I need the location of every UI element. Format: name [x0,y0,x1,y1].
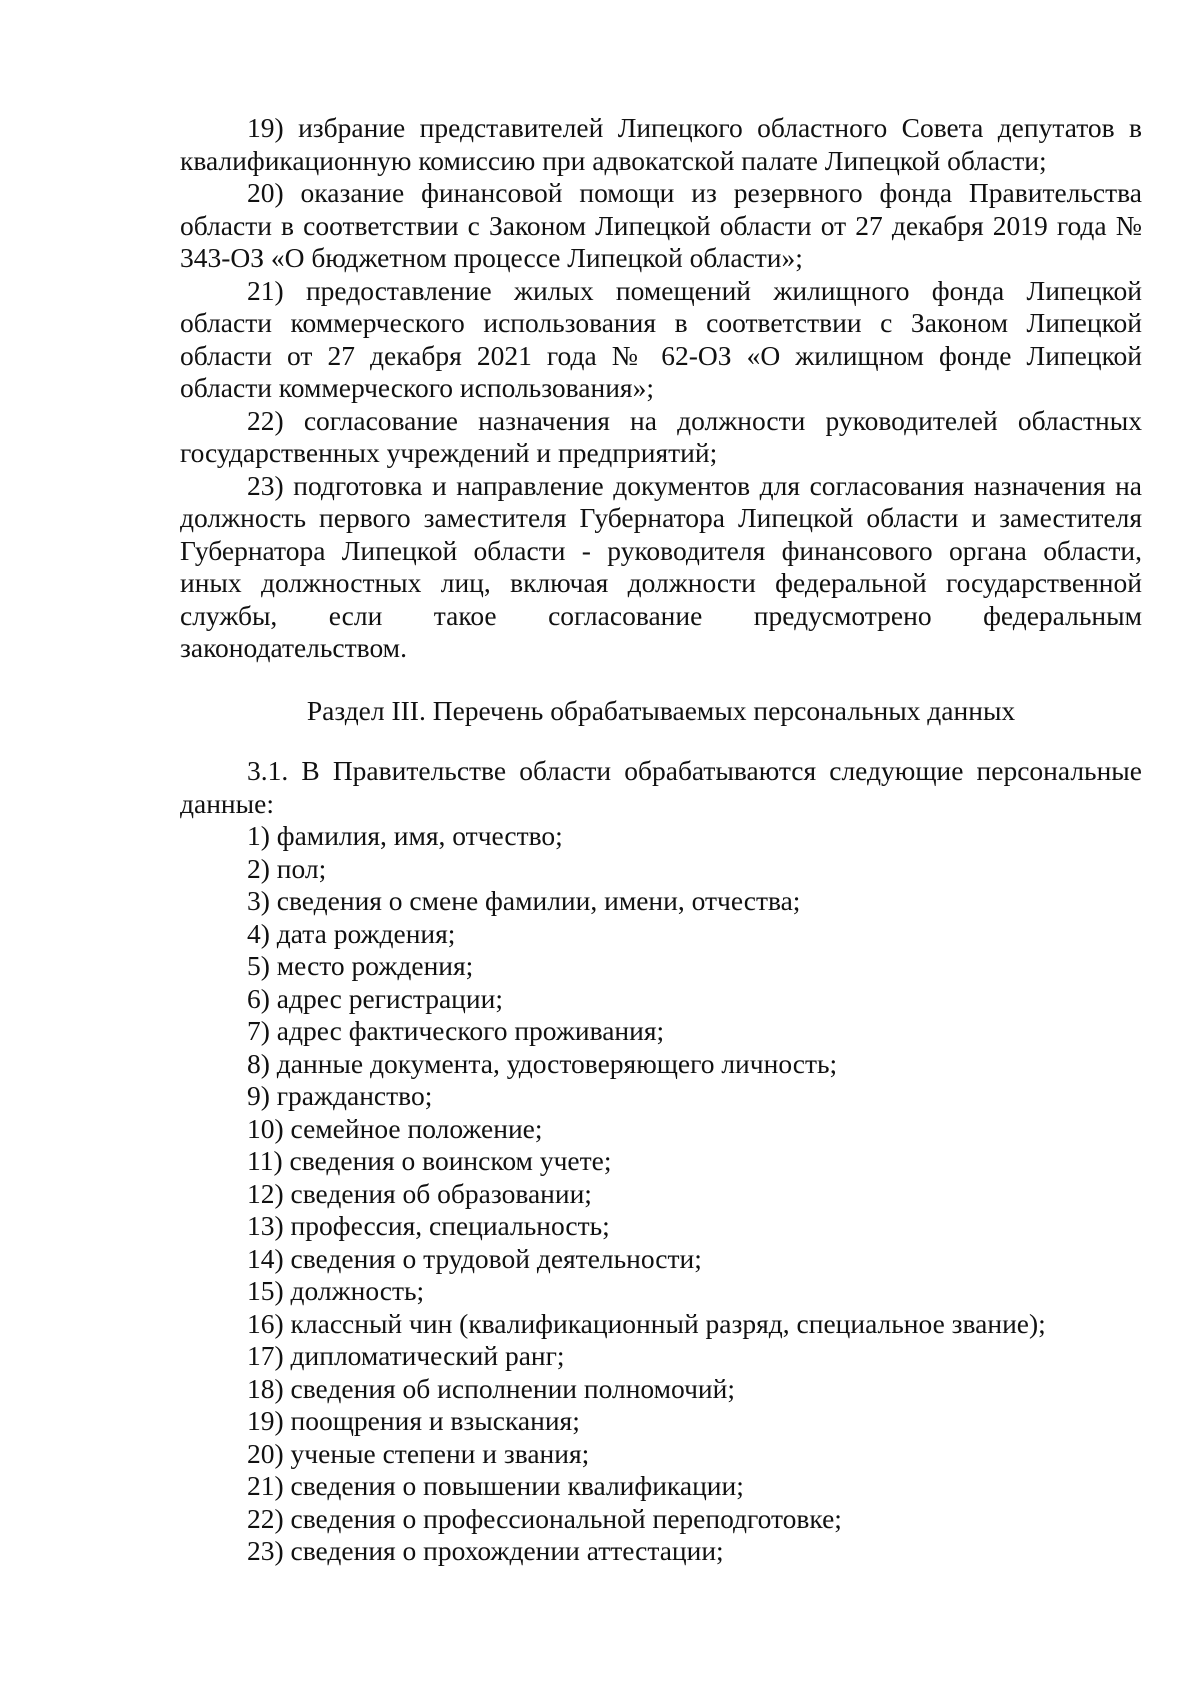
list-item: 20) ученые степени и звания; [247,1437,590,1469]
list-item: 6) адрес регистрации; [247,982,503,1014]
list-item: 14) сведения о трудовой деятельности; [247,1242,702,1274]
list-item: 19) поощрения и взыскания; [247,1405,580,1436]
personal-data-list [180,820,1142,1568]
list-item: 12) сведения об образовании; [247,1177,592,1209]
section-title: Раздел III. Перечень обрабатываемых персональных данных [306,694,1016,726]
list-item: 1) фамилия, имя, отчество; [247,820,563,851]
paragraph-item-19: 19) избрание представителей Липецкого областного Совета депутатов в квалификационную комиссию при адвокатской палате Липецкой области; [180,112,1142,176]
list-item: 5) место рождения; [247,950,474,981]
spacer [180,727,1142,755]
paragraph-item-20: 20) оказание финансовой помощи из резервного фонда Правительства области в соответствии с Законом Липецкой области от 27 декабря 2019 года № 343-ОЗ «О бюджетном процессе Липецкой области»; [180,177,1142,273]
spacer [180,665,1142,695]
section-intro: 3.1. В Правительстве области обрабатываются следующие персональные данные: [180,755,1142,819]
list-item: 22) сведения о профессиональной переподготовке; [247,1502,842,1534]
list-item: 11) сведения о воинском учете; [247,1145,612,1176]
list-item: 8) данные документа, удостоверяющего личность; [247,1047,838,1079]
list-item: 4) дата рождения; [247,917,456,949]
list-item: 23) сведения о прохождении аттестации; [247,1535,724,1566]
list-item: 15) должность; [247,1275,425,1306]
list-item: 9) гражданство; [247,1080,433,1111]
list-item: 21) сведения о повышении квалификации; [247,1470,744,1501]
document-body [180,112,1142,1568]
list-item: 18) сведения об исполнении полномочий; [247,1372,735,1404]
list-item: 16) классный чин (квалификационный разряд, специальное звание); [247,1307,1046,1339]
list-item: 2) пол; [247,852,327,884]
list-item: 17) дипломатический ранг; [247,1340,565,1371]
list-item: 3) сведения о смене фамилии, имени, отчества; [247,885,801,916]
list-item: 10) семейное положение; [247,1112,543,1144]
paragraph-item-23: 23) подготовка и направление документов для согласования назначения на должность первого заместителя Губернатора Липецкой области и заместителя Губернатора Липецкой области - руководителя финансового органа области, иных должностных лиц, включая должности федеральной государственной службы, если такое согласование предусмотрено федеральным законодательством. [180,469,1142,663]
paragraph-item-22: 22) согласование назначения на должности руководителей областных государственных учреждений и предприятий; [180,404,1142,468]
list-item: 7) адрес фактического проживания; [247,1015,665,1046]
list-item: 13) профессия, специальность; [247,1210,610,1241]
paragraph-item-21: 21) предоставление жилых помещений жилищного фонда Липецкой области коммерческого использования в соответствии с Законом Липецкой области от 27 декабря 2021 года № 62-ОЗ «О жилищном фонде Липецкой области коммерческого использования»; [180,274,1142,403]
